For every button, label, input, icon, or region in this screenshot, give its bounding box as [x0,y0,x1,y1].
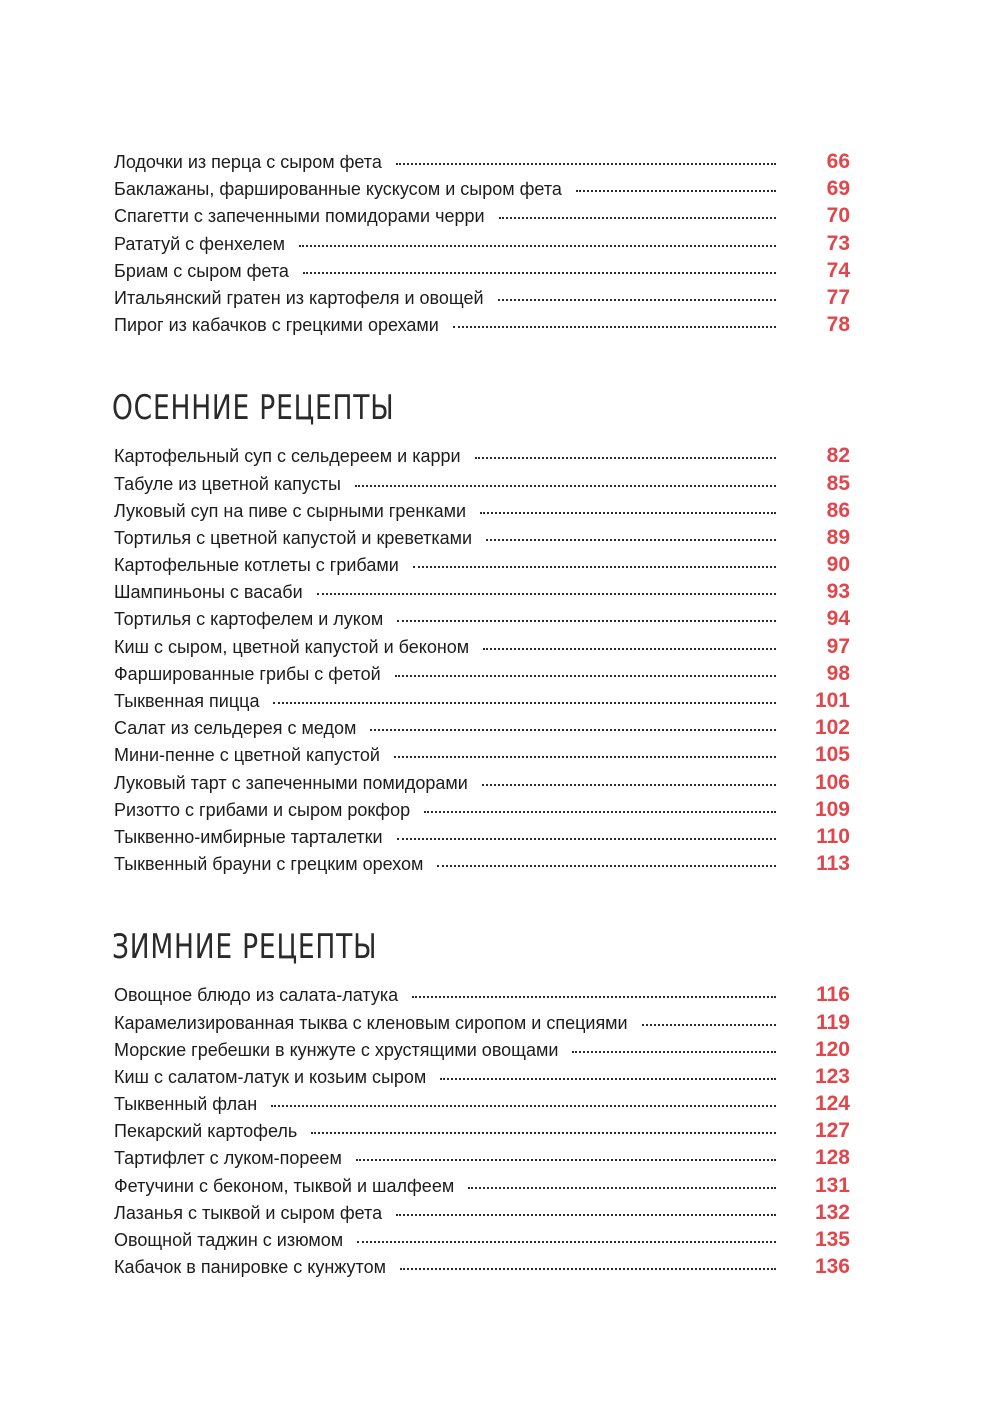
entry-title: Табуле из цветной капусты [114,473,341,494]
toc-entry[interactable] [114,1090,850,1117]
toc-entry[interactable] [114,1253,850,1280]
dot-leader [396,163,776,165]
page-number: 82 [826,444,850,468]
entry-title: Киш с салатом-латук и козьим сыром [114,1066,427,1087]
dot-leader [480,512,776,514]
entry-title: Пекарский картофель [114,1121,298,1142]
toc-entry[interactable] [114,578,850,605]
dot-leader [273,702,776,704]
page-number: 119 [816,1010,850,1034]
entry-title: Лазанья с тыквой и сыром фета [114,1202,383,1223]
toc-entry[interactable] [114,470,850,497]
entry-title: Киш с сыром, цветной капустой и беконом [114,636,470,657]
dot-leader [271,1105,776,1107]
entry-title: Картофельные котлеты с грибами [114,555,399,576]
entry-title: Лодочки из перца с сыром фета [114,152,382,172]
page-number: 102 [814,716,850,740]
entry-title: Овощной таджин с изюмом [114,1230,344,1250]
entry-title: Тыквенный брауни с грецким орехом [114,854,424,875]
entry-title: Бриам с сыром фета [114,260,289,281]
toc-entry[interactable] [114,850,850,877]
toc-entry[interactable] [114,1117,850,1144]
page-number: 69 [826,177,850,201]
entry-title: Тортилья с цветной капустой и креветками [114,527,473,548]
toc-entry[interactable] [114,687,850,714]
entry-list [114,148,850,338]
page-number: 98 [826,661,850,685]
entry-title: Луковый суп на пиве с сырными гренками [114,500,467,521]
dot-leader [440,1078,776,1080]
page-number: 132 [814,1200,850,1224]
toc-entry[interactable] [114,660,850,687]
page-number: 94 [826,607,850,631]
toc-entry[interactable] [114,1226,850,1253]
page-number: 110 [816,824,850,848]
page-number: 73 [826,231,850,255]
entry-list [114,981,850,1280]
toc-entry[interactable] [114,284,850,311]
dot-leader [499,217,776,219]
dot-leader [576,190,776,192]
toc-entry[interactable] [114,605,850,632]
dot-leader [356,1159,776,1161]
page-number: 86 [826,498,850,522]
dot-leader [395,675,776,677]
entry-title: Овощное блюдо из салата-латука [114,985,399,1006]
entry-title: Салат из сельдерея с медом [114,718,357,739]
page-number: 128 [814,1146,850,1170]
page-number: 97 [826,634,850,658]
page-number: 109 [814,797,850,821]
toc-section-summer-continued [114,148,850,338]
toc-entry[interactable] [114,311,850,338]
dot-leader [483,648,776,650]
dot-leader [397,838,776,840]
dot-leader [396,1214,776,1216]
dot-leader [355,485,776,487]
toc-section-winter [114,923,850,1280]
toc-entry[interactable] [114,1063,850,1090]
page-number: 120 [814,1037,850,1061]
toc-entry[interactable] [114,714,850,741]
dot-leader [311,1132,776,1134]
toc-entry[interactable] [114,202,850,229]
toc-entry[interactable] [114,257,850,284]
page-number: 113 [816,852,850,876]
entry-title: Тыквенная пицца [114,691,260,711]
dot-leader [482,784,776,786]
entry-title: Тортилья с картофелем и луком [114,609,384,630]
dot-leader [400,1268,776,1270]
toc-entry[interactable] [114,796,850,823]
page-number: 77 [826,285,850,309]
dot-leader [475,457,776,459]
dot-leader [299,245,776,247]
entry-title: Шампиньоны с васаби [114,582,303,603]
section-title: ОСЕННИЕ РЕЦЕПТЫ [112,388,395,429]
page-number: 123 [814,1064,850,1088]
dot-leader [642,1024,776,1026]
toc-entry[interactable] [114,1172,850,1199]
page-number: 116 [816,983,850,1007]
page-number: 85 [826,471,850,495]
dot-leader [453,326,776,328]
page-number: 101 [814,689,850,712]
page-number: 135 [814,1228,850,1251]
dot-leader [468,1187,776,1189]
dot-leader [437,865,776,867]
section-title: ЗИМНИЕ РЕЦЕПТЫ [112,927,378,968]
page-number: 93 [826,580,850,604]
toc-entry[interactable] [114,148,850,175]
entry-title: Баклажаны, фаршированные кускусом и сыром фета [114,179,562,200]
dot-leader [413,566,776,568]
dot-leader [357,1241,776,1243]
entry-title: Итальянский гратен из картофеля и овощей [114,287,484,308]
page-number: 70 [826,204,850,228]
toc-section-autumn [114,384,850,877]
page-number: 136 [814,1255,850,1279]
entry-title: Тартифлет с луком-пореем [114,1148,342,1169]
page-number: 74 [826,258,850,282]
entry-title: Пирог из кабачков с грецкими орехами [114,315,439,336]
page-number: 90 [826,553,850,577]
toc-entry[interactable] [114,741,850,768]
toc-entry[interactable] [114,524,850,551]
entry-title: Ризотто с грибами и сыром рокфор [114,799,411,820]
dot-leader [498,299,776,301]
toc-entry[interactable] [114,1009,850,1036]
table-of-contents [114,148,850,1280]
toc-entry[interactable] [114,1144,850,1171]
toc-entry[interactable] [114,551,850,578]
page-number: 89 [826,525,850,549]
page-number: 66 [826,150,850,173]
entry-title: Спагетти с запеченными помидорами черри [114,206,485,227]
toc-entry[interactable] [114,981,850,1008]
entry-title: Фаршированные грибы с фетой [114,663,381,684]
dot-leader [370,729,776,731]
dot-leader [572,1051,776,1053]
entry-title: Кабачок в панировке с кунжутом [114,1257,386,1278]
toc-entry[interactable] [114,769,850,796]
page-number: 131 [814,1173,850,1197]
dot-leader [317,593,776,595]
dot-leader [397,620,776,622]
dot-leader [303,272,776,274]
toc-entry[interactable] [114,175,850,202]
page-number: 78 [826,313,850,337]
entry-title: Мини-пенне с цветной капустой [114,745,380,766]
page-number: 106 [814,770,850,794]
entry-title: Карамелизированная тыква с кленовым сиропом и специями [114,1012,628,1033]
page-number: 124 [814,1092,850,1116]
entry-title: Картофельный суп с сельдереем и карри [114,446,461,467]
toc-entry[interactable] [114,823,850,850]
toc-entry[interactable] [114,497,850,524]
entry-title: Морские гребешки в кунжуте с хрустящими овощами [114,1039,559,1060]
toc-entry[interactable] [114,442,850,469]
entry-list [114,442,850,877]
entry-title: Тыквенно-имбирные тарталетки [114,826,383,847]
dot-leader [486,539,776,541]
toc-entry[interactable] [114,1036,850,1063]
entry-title: Тыквенный флан [114,1094,258,1115]
toc-entry[interactable] [114,230,850,257]
dot-leader [412,996,776,998]
toc-entry[interactable] [114,633,850,660]
toc-entry[interactable] [114,1199,850,1226]
dot-leader [424,811,776,813]
page-number: 105 [814,743,850,767]
entry-title: Луковый тарт с запеченными помидорами [114,772,468,793]
dot-leader [394,756,776,758]
entry-title: Рататуй с фенхелем [114,233,286,254]
entry-title: Фетучини с беконом, тыквой и шалфеем [114,1175,455,1196]
page-number: 127 [814,1119,850,1143]
